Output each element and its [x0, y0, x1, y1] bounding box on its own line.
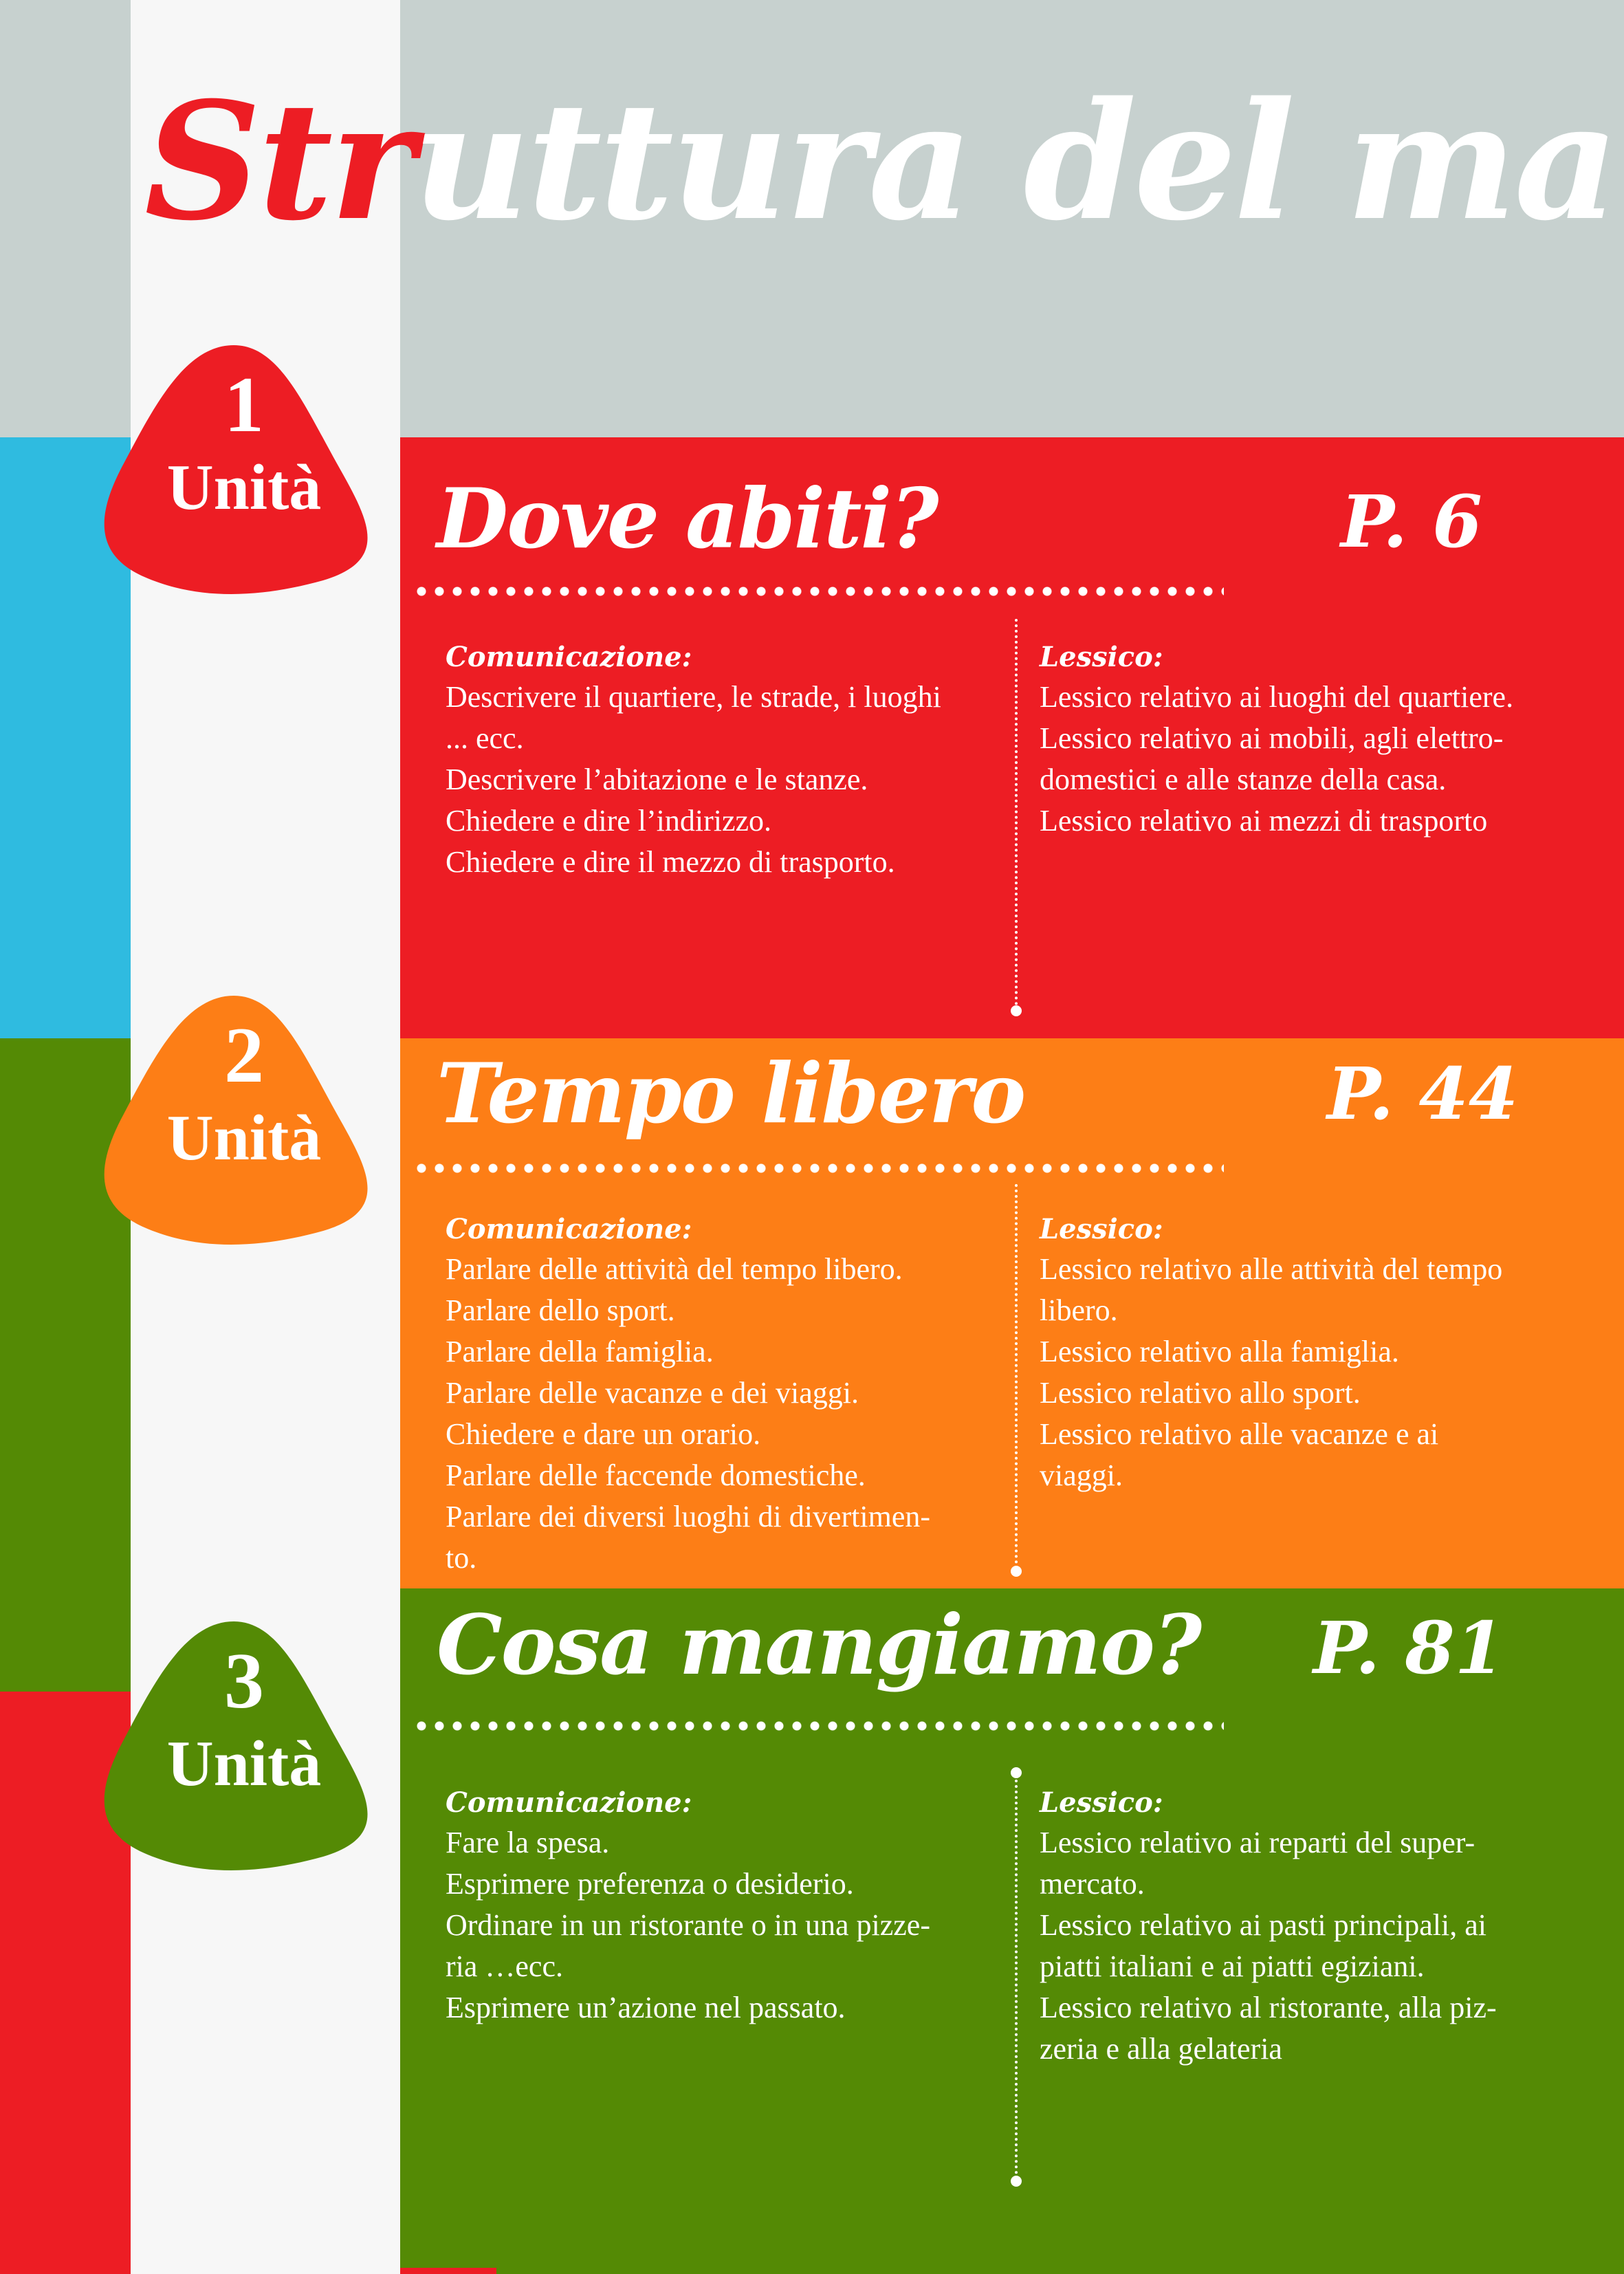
- unit-1-comm-line: Chiedere e dire l’indirizzo.: [446, 804, 772, 838]
- unit-2-number: 2: [224, 1012, 264, 1100]
- unit-3-lex-title: Lessico:: [1040, 1786, 1163, 1819]
- unit-3-badge: [96, 1616, 392, 1870]
- unit-2-lexicon: [1040, 1210, 1502, 1496]
- unit-1-label: Unità: [166, 452, 322, 523]
- unit-3-communication: [446, 1784, 930, 2029]
- unit-2-comm-line: Parlare delle faccende domestiche.: [446, 1458, 866, 1492]
- unit-3-page: P. 81: [1313, 1606, 1505, 1690]
- unit-1-comm-line: Descrivere l’abitazione e le stanze.: [446, 763, 868, 796]
- unit-1-comm-title: Comunicazione:: [446, 641, 692, 673]
- unit-3-comm-line: Ordinare in un ristorante o in una pizze-: [446, 1908, 930, 1942]
- unit-1-divider-dot: [1011, 1005, 1022, 1016]
- unit-1-lex-line: Lessico relativo ai mobili, agli elettro-: [1040, 721, 1504, 755]
- unit-2-lex-line: Lessico relativo alla famiglia.: [1040, 1335, 1399, 1368]
- unit-2-lex-title: Lessico:: [1040, 1213, 1163, 1245]
- unit-2-comm-line: Chiedere e dare un orario.: [446, 1417, 761, 1451]
- unit-1-lex-line: Lessico relativo ai luoghi del quartiere.: [1040, 680, 1514, 714]
- unit-2-comm-line: Parlare dello sport.: [446, 1293, 675, 1327]
- unit-1-badge: [96, 340, 392, 594]
- unit-2-divider-dot: [1011, 1566, 1022, 1577]
- unit-3-column-divider: [1015, 1774, 1018, 2180]
- unit-2-comm-line: Parlare delle vacanze e dei viaggi.: [446, 1376, 859, 1410]
- unit-1-number: 1: [224, 361, 264, 449]
- unit-2-page: P. 44: [1327, 1051, 1519, 1136]
- unit-3-divider-dot: [1011, 2176, 1022, 2187]
- page-title: [144, 58, 1616, 265]
- unit-1-dotted-divider: [413, 586, 1224, 597]
- unit-1-comm-line: Chiedere e dire il mezzo di trasporto.: [446, 845, 895, 879]
- unit-1-heading: Dove abiti?: [437, 470, 938, 567]
- unit-2-label: Unità: [166, 1102, 322, 1174]
- unit-1-comm-line: Descrivere il quartiere, le strade, i luoghi: [446, 680, 941, 714]
- title-rest: uttura del ma: [413, 67, 1616, 256]
- unit-1-column-divider: [1015, 619, 1018, 1011]
- unit-3-number: 3: [224, 1637, 264, 1725]
- unit-1-lex-title: Lessico:: [1040, 641, 1163, 673]
- unit-1-communication: [446, 638, 941, 883]
- unit-3-lex-line: piatti italiani e ai piatti egiziani.: [1040, 1949, 1425, 1983]
- unit-2-communication: [446, 1210, 930, 1579]
- unit-2-comm-line: Parlare dei diversi luoghi di divertimen-: [446, 1500, 931, 1533]
- unit-2-lex-line: Lessico relativo allo sport.: [1040, 1376, 1361, 1410]
- unit-3-lex-line: Lessico relativo al ristorante, alla piz-: [1040, 1991, 1497, 2024]
- unit-2-comm-title: Comunicazione:: [446, 1213, 692, 1245]
- bottom-red-strip: [400, 2268, 496, 2274]
- unit-2-comm-line: Parlare delle attività del tempo libero.: [446, 1252, 903, 1286]
- unit-1-lex-line: domestici e alle stanze della casa.: [1040, 763, 1447, 796]
- unit-1-lexicon: [1040, 638, 1513, 842]
- unit-1-lex-line: Lessico relativo ai mezzi di trasporto: [1040, 804, 1488, 838]
- unit-2-comm-line: to.: [446, 1541, 477, 1575]
- unit-2-heading: Tempo libero: [437, 1045, 1025, 1142]
- unit-3-heading: Cosa mangiamo?: [437, 1597, 1201, 1694]
- unit-2-lex-line: viaggi.: [1040, 1458, 1123, 1492]
- unit-3-lex-line: Lessico relativo ai reparti del super-: [1040, 1826, 1475, 1859]
- unit-2-badge: [96, 990, 392, 1245]
- unit-3-label: Unità: [166, 1728, 322, 1800]
- unit-1-comm-line: ... ecc.: [446, 721, 524, 755]
- unit-3-lexicon: [1040, 1784, 1497, 2070]
- unit-3-lex-line: mercato.: [1040, 1867, 1145, 1901]
- unit-2-comm-line: Parlare della famiglia.: [446, 1335, 714, 1368]
- unit-2-lex-line: Lessico relativo alle vacanze e ai: [1040, 1417, 1439, 1451]
- unit-3-comm-line: Esprimere preferenza o desiderio.: [446, 1867, 854, 1901]
- unit-3-comm-line: ria …ecc.: [446, 1949, 563, 1983]
- unit-2-lex-line: libero.: [1040, 1293, 1118, 1327]
- unit-3-lex-line: Lessico relativo ai pasti principali, ai: [1040, 1908, 1487, 1942]
- unit-2-dotted-divider: [413, 1163, 1224, 1174]
- unit-3-comm-line: Esprimere un’azione nel passato.: [446, 1991, 846, 2024]
- unit-2-column-divider: [1015, 1184, 1018, 1569]
- unit-1-page: P. 6: [1341, 479, 1482, 564]
- unit-3-lex-line: zeria e alla gelateria: [1040, 2032, 1282, 2066]
- unit-2-lex-line: Lessico relativo alle attività del tempo: [1040, 1252, 1503, 1286]
- unit-3-comm-title: Comunicazione:: [446, 1786, 692, 1819]
- unit-3-dotted-divider: [413, 1720, 1224, 1731]
- title-highlight: Str: [144, 67, 413, 256]
- unit-3-comm-line: Fare la spesa.: [446, 1826, 610, 1859]
